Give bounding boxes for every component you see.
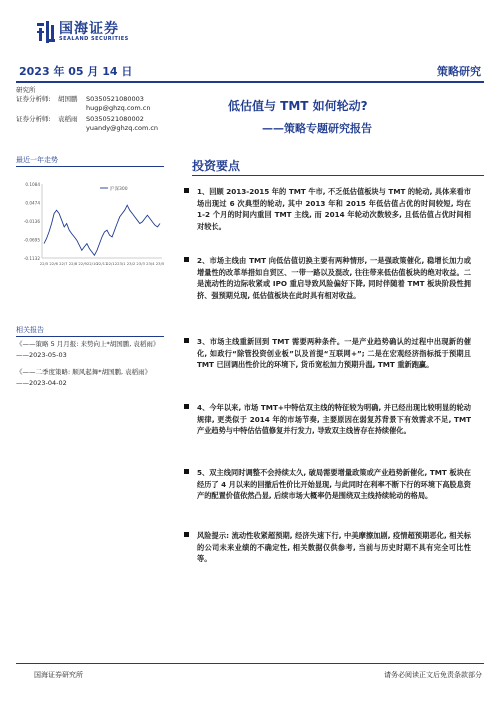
- analyst-name: 袁稻雨: [58, 115, 78, 123]
- bullet-icon: [184, 188, 189, 193]
- section-title: 投资要点: [192, 159, 241, 173]
- x-tick-label: 22/8: [68, 261, 78, 266]
- analyst-name: 胡国鹏: [58, 95, 78, 103]
- related-divider: [16, 336, 164, 337]
- x-tick-label: 23/5: [155, 261, 165, 266]
- analyst-cert: S0350521080002: [86, 115, 144, 123]
- brand-logo: [37, 19, 129, 45]
- y-tick-label: -0.0136: [23, 219, 40, 224]
- bullet-icon: [184, 338, 189, 343]
- report-title: 低估值与 TMT 如何轮动?: [228, 99, 368, 113]
- key-point-text: 1、回顾 2013-2015 年的 TMT 牛市, 不乏低估值板块与 TMT 的轮动, 具体来看市场出现过 6 次典型的轮动, 其中 2013 年和 2015 年低估值占优的时间较短, 均在 1-2 个月的时间内重回 TMT 主线, 而 2014 年轮动次数较多, 且低估值占优时间相对较长。: [197, 187, 471, 231]
- report-subtitle: ——策略专题研究报告: [262, 122, 372, 135]
- report-category: 策略研究: [437, 65, 481, 78]
- bullet-icon: [184, 469, 189, 474]
- trend-heading: 最近一年走势: [16, 156, 58, 164]
- trend-divider: [16, 166, 164, 167]
- key-point-5: [197, 467, 471, 502]
- legend-label: 沪深300: [110, 187, 128, 192]
- footer-disclaimer-note[interactable]: 请务必阅读正文后免责条款部分: [384, 671, 482, 679]
- y-tick-label: 0.0474: [25, 200, 40, 206]
- key-point-text: 2、市场主线由 TMT 向低估值切换主要有两种情形, 一是强政策催化, 稳增长加力或增量性的改革举措如自贸区、一带一路以及混改, 往往带来低估值板块的绝对收益。二是流动性的边际收紧或 IPO 重启导致风险偏好下降, 同时伴随着 TMT 板块阶段性拥挤、强预期兑现, 低估值板块在此时具有相对收益。: [197, 256, 471, 300]
- bullet-icon: [184, 532, 189, 537]
- report-date: 2023 年 05 月 14 日: [19, 65, 133, 78]
- x-tick-label: 22/12: [106, 261, 118, 266]
- y-tick-label: 0.1084: [25, 182, 40, 187]
- footer-divider: [16, 663, 484, 664]
- y-tick-label: -0.1132: [23, 256, 40, 261]
- analyst-cert: S0350521080003: [86, 95, 144, 103]
- x-tick-label: 23/4: [146, 261, 155, 266]
- institute-label: 研究所: [16, 86, 36, 94]
- x-tick-label: 23/1: [117, 261, 126, 266]
- x-tick-label: 22/5: [39, 261, 49, 266]
- related-item[interactable]: [16, 340, 166, 360]
- x-tick-label: 22/10: [86, 261, 98, 266]
- brand-name-en: SEALAND SECURITIES: [59, 35, 129, 42]
- y-tick-label: -0.0695: [23, 237, 40, 243]
- trend-chart-svg: [16, 178, 166, 274]
- section-divider: [192, 175, 484, 176]
- key-point-text: 5、双主线同时调整不会持续太久, 破局需要增量政策或产业趋势新催化, TMT 板块在经历了 4 月以来的回撤后性价比开始显现, 与此同时在利率不断下行的环境下高股息资产的配置价值依然凸显, 后续市场大概率仍是围绕双主线持续轮动的格局。: [197, 468, 471, 501]
- risk-warning-text: 风险提示: 流动性收紧超预期, 经济失速下行, 中美摩擦加剧, 疫情超预期恶化, 相关标的公司未来业绩的不确定性, 相关数据仅供参考, 当前与历史时期不具有完全可比性等。: [197, 531, 471, 564]
- trend-chart: [16, 178, 166, 274]
- related-item-date: ——2023-05-03: [16, 351, 67, 359]
- related-item-title: 《——策略 5 月月报: 来势向上*胡国鹏, 袁稻雨》: [16, 340, 160, 348]
- x-tick-label: 23/3: [136, 261, 145, 266]
- footer-institute: 国海证券研究所: [34, 671, 83, 679]
- key-point-2: [197, 255, 471, 301]
- x-tick-label: 22/6: [49, 261, 58, 266]
- related-heading: 相关报告: [16, 326, 44, 334]
- brand-logo-icon: [37, 21, 55, 43]
- brand-name-cn: 国海证券: [59, 20, 119, 37]
- x-tick-label: 22/11: [96, 261, 108, 266]
- analyst-1-email[interactable]: hugp@ghzq.com.cn: [86, 104, 151, 112]
- analyst-label: 证券分析师:: [16, 115, 51, 123]
- x-tick-label: 23/2: [126, 261, 136, 266]
- bullet-icon: [184, 257, 189, 262]
- related-item-title: 《——二季度策略: 顺风起舞*胡国鹏, 袁稻雨》: [16, 368, 152, 376]
- analyst-2: [16, 115, 144, 124]
- key-point-3: [197, 336, 471, 371]
- related-item-date: ——2023-04-02: [16, 379, 67, 387]
- header-bar: [16, 60, 484, 82]
- risk-warning: [197, 530, 471, 565]
- series-line-hs300: [44, 205, 160, 255]
- bullet-icon: [184, 404, 189, 409]
- key-point-text: 3、市场主线重新回到 TMT 需要两种条件。一是产业趋势确认的过程中出现新的催化, 如政行“除管投资创业板”以及首提“互联网+”; 二是在宏观经济指标抵于预期且 TMT 已回调出性价比的环境下, 货币宽松加力预期升温, TMT 重新跑赢。: [197, 337, 471, 370]
- x-tick-label: 22/9: [78, 261, 87, 266]
- x-tick-label: 22/7: [59, 261, 68, 266]
- analyst-1: [16, 95, 144, 104]
- key-point-1: [197, 186, 471, 232]
- related-item[interactable]: [16, 368, 166, 388]
- analyst-label: 证券分析师:: [16, 95, 51, 103]
- analyst-2-email[interactable]: yuandy@ghzq.com.cn: [86, 124, 159, 132]
- key-point-text: 4、今年以来, 市场 TMT+中特估双主线的特征较为明确, 并已经出现比较明显的轮动规律, 更类似于 2014 年的市场节奏, 主要原因在弱复苏背景下有效需求不足, TMT 产业趋势与中特估估值修复并行发力, 导致双主线皆存在持续催化。: [197, 403, 471, 436]
- header-divider: [16, 81, 484, 83]
- key-point-4: [197, 402, 471, 437]
